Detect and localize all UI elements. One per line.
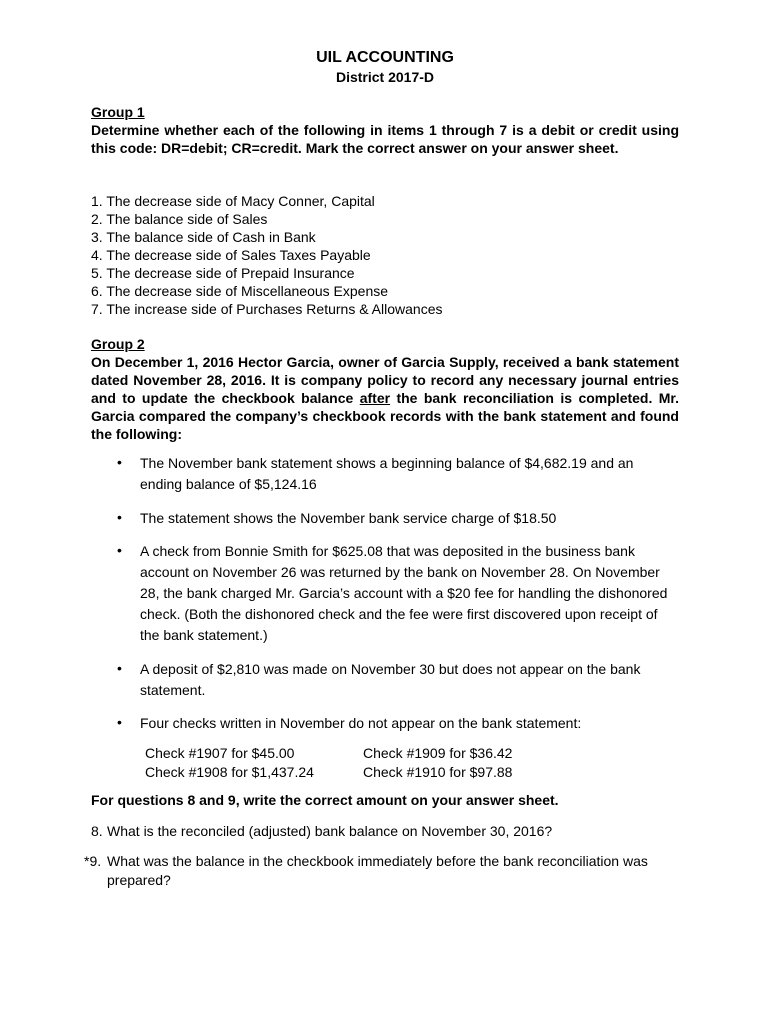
bullet-icon: • [117, 454, 122, 470]
list-item [117, 541, 677, 646]
group-1-heading: Group 1 [91, 104, 145, 120]
group-2-bullet-list [117, 453, 677, 734]
group-2-heading: Group 2 [91, 336, 145, 352]
page-title: UIL ACCOUNTING [316, 49, 454, 66]
question-number: 8. [91, 823, 103, 839]
check-entry: Check #1909 for $36.42 [363, 745, 513, 761]
checks-column-left [145, 744, 314, 782]
list-item [117, 713, 677, 734]
list-item: 3. The balance side of Cash in Bank [91, 229, 316, 245]
list-item: 1. The decrease side of Macy Conner, Capital [91, 193, 375, 209]
group-1-item-list [91, 192, 442, 318]
list-item [117, 453, 677, 495]
question-text: What was the balance in the checkbook immediately before the bank reconciliation was prepared? [107, 853, 648, 888]
bullet-icon: • [117, 714, 122, 730]
questions-instruction: For questions 8 and 9, write the correct amount on your answer sheet. [91, 792, 559, 808]
group-2-intro-emphasis: after [359, 390, 391, 406]
list-item [117, 508, 677, 529]
bullet-icon: • [117, 542, 122, 558]
group-2-intro-text-end: the bank reconciliation is completed. Mr. Garcia compared the company’s checkbook records with the bank statement and found the following: [91, 390, 679, 442]
group-2-intro-text: On December 1, 2016 Hector Garcia, owner of Garcia Supply, received a bank statement dated November 28, 2016. It is company policy to record any necessary journal entries and to update the checkbook balance [91, 354, 679, 406]
bullet-text: The November bank statement shows a beginning balance of $4,682.19 and an ending balance of $5,124.16 [140, 455, 634, 492]
check-entry: Check #1910 for $97.88 [363, 764, 513, 780]
page-subtitle: District 2017-D [335, 69, 435, 85]
list-item: 7. The increase side of Purchases Returns & Allowances [91, 301, 443, 317]
question-number: *9. [84, 853, 102, 869]
bullet-icon: • [117, 660, 122, 676]
question-text: What is the reconciled (adjusted) bank balance on November 30, 2016? [107, 823, 553, 839]
list-item: 4. The decrease side of Sales Taxes Payable [91, 247, 371, 263]
list-item: 5. The decrease side of Prepaid Insurance [91, 265, 355, 281]
bullet-text: The statement shows the November bank service charge of $18.50 [140, 510, 557, 526]
check-entry: Check #1908 for $1,437.24 [145, 764, 314, 780]
group-1-instructions: Determine whether each of the following in items 1 through 7 is a debit or credit using this code: DR=debit; CR=credit. Mark the correct answer on your answer sheet. [91, 122, 679, 156]
list-item: 6. The decrease side of Miscellaneous Expense [91, 283, 389, 299]
bullet-text: Four checks written in November do not appear on the bank statement: [140, 715, 582, 731]
check-entry: Check #1907 for $45.00 [145, 745, 295, 761]
bullet-text: A check from Bonnie Smith for $625.08 that was deposited in the business bank account on November 26 was returned by the bank on November 28. On November 28, the bank charged Mr. Garcia’s account with a $20 fee for handling the dishonored check. (Both the dishonored check and the fee were first discovered upon receipt of the bank statement.) [140, 543, 668, 643]
checks-column-right [363, 744, 512, 782]
bullet-icon: • [117, 509, 122, 525]
list-item: 2. The balance side of Sales [91, 211, 268, 227]
group-2-intro [91, 353, 679, 443]
bullet-text: A deposit of $2,810 was made on November 30 but does not appear on the bank statement. [140, 661, 641, 698]
list-item [117, 659, 677, 701]
